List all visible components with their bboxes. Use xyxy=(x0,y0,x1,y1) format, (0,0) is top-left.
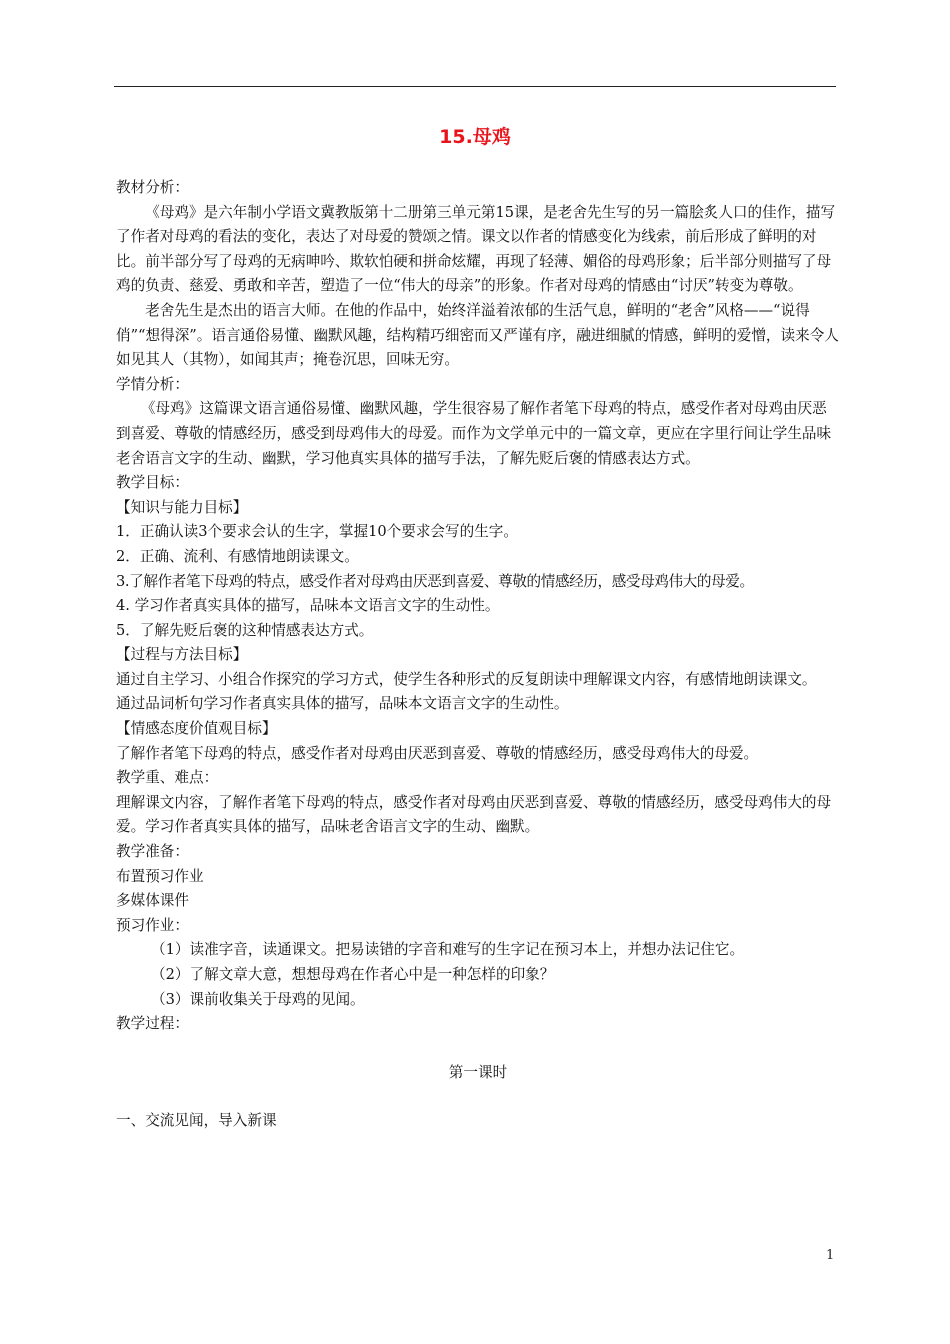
teaching-process-heading: 教学过程： xyxy=(116,1015,189,1033)
preview-heading: 预习作业： xyxy=(116,916,189,934)
knowledge-goal-item: 4. 学习作者真实具体的描写，品味本文语言文字的生动性。 xyxy=(116,597,500,615)
process-goals-heading: 【过程与方法目标】 xyxy=(116,646,248,664)
key-points-heading: 教学重、难点： xyxy=(116,769,219,787)
textbook-analysis-heading: 教材分析： xyxy=(116,179,189,196)
knowledge-goals-heading: 【知识与能力目标】 xyxy=(116,498,248,516)
process-goal-paragraph-2: 通过品词析句学习作者真实具体的描写，品味本文语言文字的生动性。 xyxy=(116,695,569,713)
knowledge-goal-item: 2．正确、流利、有感情地朗读课文。 xyxy=(116,547,359,565)
header-rule xyxy=(114,86,836,87)
document-title: 15.母鸡 xyxy=(439,126,511,148)
textbook-analysis-paragraph-2: 老舍先生是杰出的语言大师。在他的作品中，始终洋溢着浓郁的生活气息，鲜明的“老舍”风格——“说得俏”“想得深”。语言通俗易懂、幽默风趣，结构精巧细密而又严谨有序，融进细腻的情感，鲜明的爱憎，读来令人如见其人（其物），如闻其声；掩卷沉思，回味无穷。 xyxy=(116,301,839,369)
document-body xyxy=(116,176,840,1134)
knowledge-goal-item: 5．了解先贬后褒的这种情感表达方式。 xyxy=(116,621,374,639)
student-analysis-paragraph: 《母鸡》这篇课文语言通俗易懂、幽默风趣，学生很容易了解作者笔下母鸡的特点，感受作者对母鸡由厌恶到喜爱、尊敬的情感经历，感受到母鸡伟大的母爱。而作为文学单元中的一篇文章，更应在字里行间让学生品味老舍语言文字的生动、幽默，学习他真实具体的描写手法，了解先贬后褒的情感表达方式。 xyxy=(116,400,832,467)
preparation-item: 多媒体课件 xyxy=(116,892,189,910)
textbook-analysis-paragraph-1: 《母鸡》是六年制小学语文冀教版第十二册第三单元第15课，是老舍先生写的另一篇脍炙人口的佳作，描写了作者对母鸡的看法的变化，表达了对母爱的赞颂之情。课文以作者的情感变化为线索，前后形成了鲜明的对比。前半部分写了母鸡的无病呻吟、欺软怕硬和拼命炫耀，再现了轻薄、媚俗的母鸡形象；后半部分则描写了母鸡的负责、慈爱、勇敢和辛苦，塑造了一位“伟大的母亲”的形象。作者对母鸡的情感由“讨厌”转变为尊敬。 xyxy=(116,203,836,295)
emotion-goals-heading: 【情感态度价值观目标】 xyxy=(116,720,277,738)
page-number: 1 xyxy=(826,1248,835,1263)
teaching-goals-heading: 教学目标： xyxy=(116,474,189,492)
preview-item: （1）读准字音，读通课文。把易读错的字音和难写的生字记在预习本上，并想办法记住它。 xyxy=(151,941,745,959)
emotion-goal-paragraph: 了解作者笔下母鸡的特点，感受作者对母鸡由厌恶到喜爱、尊敬的情感经历，感受母鸡伟大的母爱。 xyxy=(116,744,759,762)
preview-item: （2）了解文章大意，想想母鸡在作者心中是一种怎样的印象？ xyxy=(151,966,555,983)
process-goal-paragraph-1: 通过自主学习、小组合作探究的学习方式，使学生各种形式的反复朗读中理解课文内容，有感情地朗读课文。 xyxy=(116,670,817,688)
student-analysis-heading: 学情分析： xyxy=(116,375,189,393)
knowledge-goal-item: 1．正确认读3个要求会认的生字，掌握10个要求会写的生字。 xyxy=(116,523,518,541)
step-one-heading: 一、交流见闻，导入新课 xyxy=(116,1112,277,1130)
knowledge-goal-item: 3.了解作者笔下母鸡的特点，感受作者对母鸡由厌恶到喜爱、尊敬的情感经历，感受母鸡伟大的母爱。 xyxy=(116,572,754,590)
preparation-item: 布置预习作业 xyxy=(116,867,204,885)
key-points-paragraph: 理解课文内容，了解作者笔下母鸡的特点，感受作者对母鸡由厌恶到喜爱、尊敬的情感经历，感受母鸡伟大的母爱。学习作者真实具体的描写，品味老舍语言文字的生动、幽默。 xyxy=(116,793,832,836)
lesson-heading: 第一课时 xyxy=(448,1063,508,1081)
preparation-heading: 教学准备： xyxy=(116,843,189,861)
preview-item: （3）课前收集关于母鸡的见闻。 xyxy=(151,990,365,1008)
